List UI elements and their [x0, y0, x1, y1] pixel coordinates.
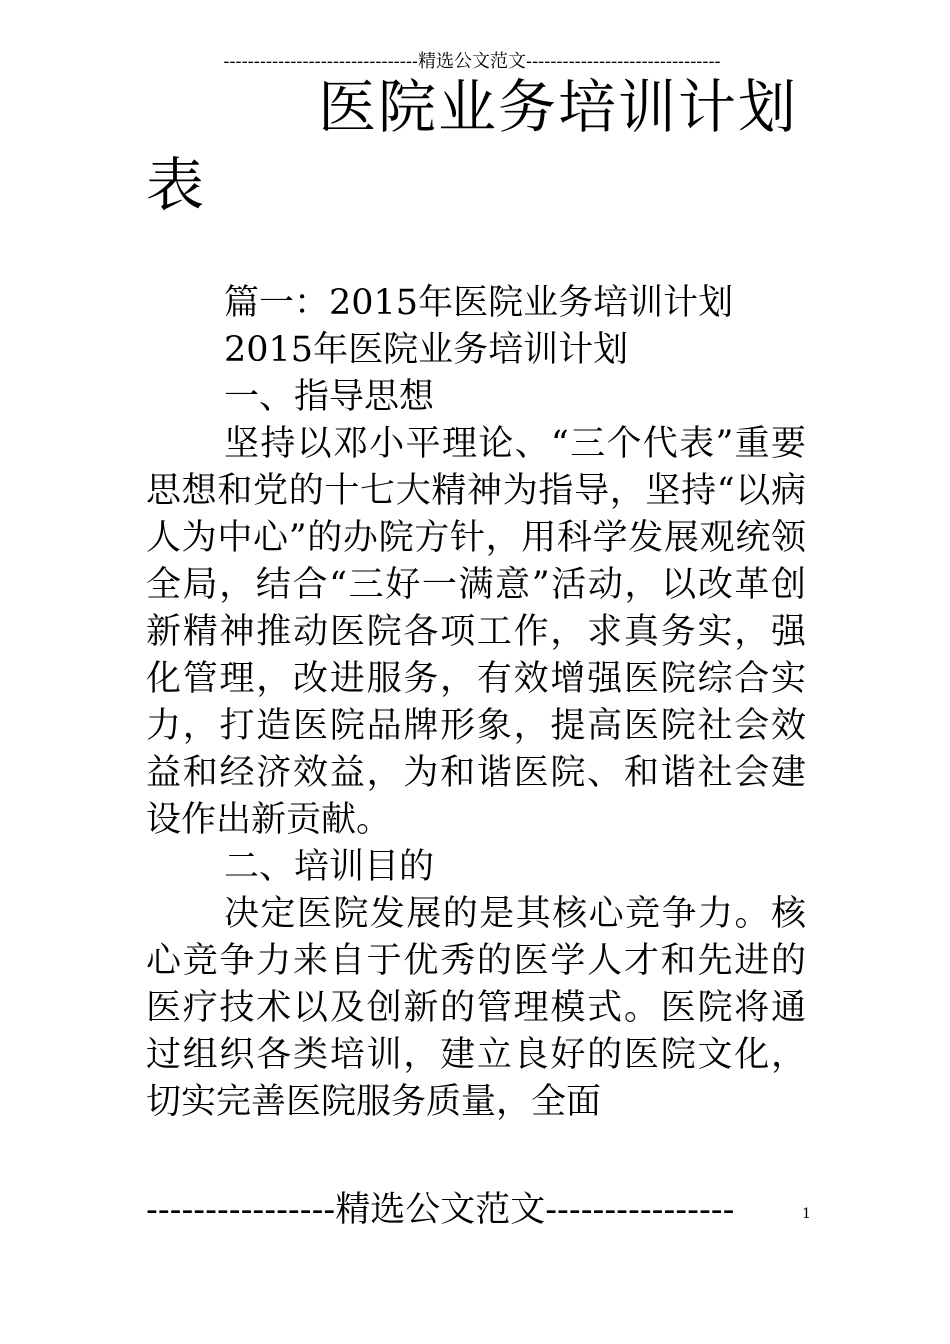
document-title	[146, 68, 806, 224]
title-text: 医院业务培训计划表	[146, 73, 799, 219]
subtitle: 2015年医院业务培训计划	[224, 330, 629, 370]
document-body	[146, 280, 806, 1126]
section-heading-training-purpose: 二、培训目的	[224, 847, 435, 887]
page-footer: ----------------精选公文范文----------------	[146, 1190, 735, 1230]
page-header: --------------------------------精选公文范文--------------------------------	[223, 51, 721, 72]
paragraph-guiding-ideology: 坚持以邓小平理论、“三个代表”重要思想和党的十七大精神为指导，坚持“以病人为中心”的办院方针，用科学发展观统领全局，结合“三好一满意”活动，以改革创新精神推动医院各项工作，求真务实，强化管理，改进服务，有效增强医院综合实力，打造医院品牌形象，提高医院社会效益和经济效益，为和谐医院、和谐社会建设作出新贡献。	[146, 424, 806, 840]
page-number: 1	[802, 1206, 811, 1222]
section-heading-1: 篇一：2015年医院业务培训计划	[224, 283, 734, 323]
section-heading-guiding-ideology: 一、指导思想	[224, 377, 435, 417]
paragraph-training-purpose: 决定医院发展的是其核心竞争力。核心竞争力来自于优秀的医学人才和先进的医疗技术以及创新的管理模式。医院将通过组织各类培训，建立良好的医院文化，切实完善医院服务质量，全面	[146, 894, 806, 1122]
